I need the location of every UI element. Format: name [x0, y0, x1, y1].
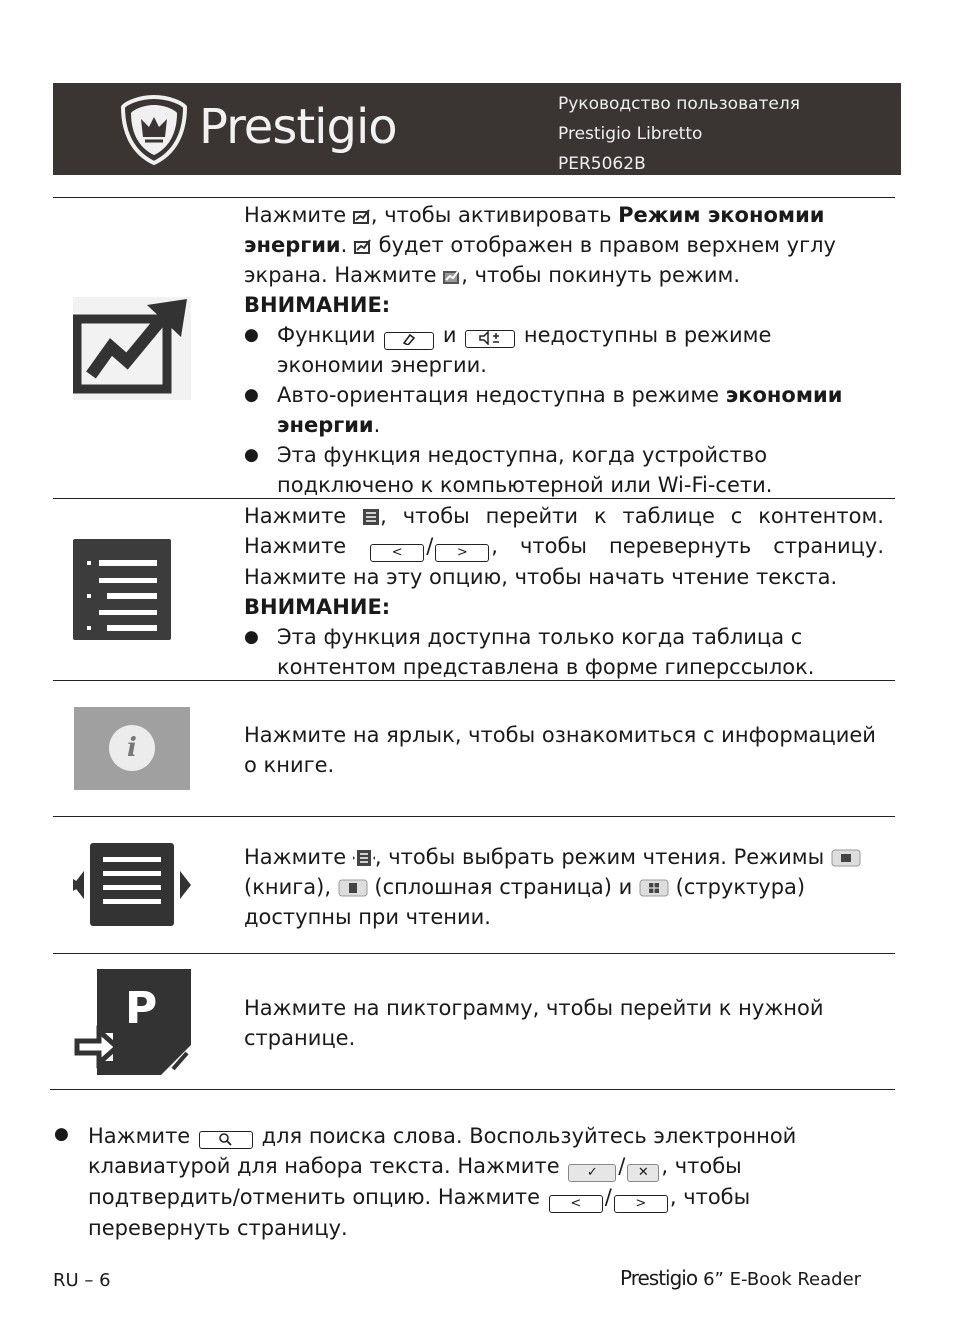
bold-text: Режим экономии энергии [244, 203, 825, 257]
text-span: Авто-ориентация недоступна в режиме [277, 383, 726, 407]
text-span: Эта функция недоступна, когда устройство подключено к компьютерной или Wi-Fi-сети. [277, 443, 773, 497]
note-heading: ВНИМАНИЕ: [244, 293, 391, 317]
text-span: / [618, 1154, 626, 1178]
row-divider [53, 816, 895, 817]
list-item [244, 440, 884, 500]
text-span: Функции [277, 323, 383, 347]
energy-mode-icon [353, 203, 371, 221]
text-span: для поиска слова. Воспользуйтесь электронной клавиатурой для набора текста. Нажмите [88, 1124, 797, 1178]
text-span: , чтобы активировать [370, 203, 619, 227]
prev-page-icon: < [549, 1195, 603, 1213]
prev-page-icon: < [370, 544, 424, 562]
list-item [244, 320, 884, 380]
text-span: (книга), [244, 875, 338, 899]
energy-paragraph [244, 200, 884, 290]
shield-icon [119, 93, 189, 167]
text-span: Эта функция доступна только когда таблица с контентом представлена в форме гиперссылок. [277, 625, 815, 679]
prestigio-logo [119, 93, 439, 167]
cancel-icon: ✕ [627, 1164, 659, 1182]
rotate-icon [384, 332, 434, 350]
text-span: , чтобы подтвердить/отменить опцию. Нажмите [88, 1154, 742, 1209]
go-to-page-description [244, 993, 884, 1053]
footer-product: 6” E-Book Reader [703, 1269, 862, 1290]
search-icon [199, 1131, 253, 1149]
row-divider [53, 953, 895, 954]
text-span: (структура) доступны при чтении. [244, 875, 806, 929]
volume-icon [465, 330, 515, 348]
info-description [244, 720, 884, 780]
text-span: , чтобы перевернуть страницу. Нажмите на эту опцию, чтобы начать чтение текста. [244, 534, 884, 589]
text-span: (сплошная страница) и [367, 875, 639, 899]
text-span: Нажмите на ярлык, чтобы ознакомиться с информацией о книге. [244, 723, 876, 777]
bold-text: экономии энергии [277, 383, 843, 437]
info-icon: i [127, 733, 137, 763]
text-span: , чтобы перевернуть страницу. [88, 1185, 751, 1240]
brand-name: Prestigio [199, 99, 397, 155]
document-header [53, 83, 901, 175]
header-info [558, 89, 800, 179]
text-span: будет отображен в правом верхнем углу экрана. Нажмите [244, 233, 836, 287]
model-number: PER5062B [558, 154, 646, 174]
text-span: . [373, 413, 381, 437]
energy-saving-description [244, 200, 884, 500]
list-item [244, 622, 884, 682]
text-span: / [604, 1185, 612, 1209]
text-span: Нажмите [244, 845, 353, 869]
text-span: , чтобы перейти к таблице с контентом. Нажмите [244, 504, 884, 558]
text-span: Нажмите [88, 1124, 197, 1148]
footer-brand [620, 1266, 861, 1290]
text-span: . [340, 233, 354, 257]
text-span: Нажмите на пиктограмму, чтобы перейти к нужной странице. [244, 996, 824, 1050]
list-item [244, 380, 884, 440]
book-mode-icon [831, 845, 861, 863]
scroll-mode-icon [338, 875, 368, 893]
row-divider [50, 1089, 895, 1090]
structure-mode-icon [639, 875, 669, 893]
contents-description [244, 501, 884, 682]
text-span: , чтобы выбрать режим чтения. Режимы [374, 845, 831, 869]
text-span: Нажмите [244, 203, 353, 227]
page-letter: P [125, 983, 158, 1034]
reading-mode-description [244, 842, 884, 932]
text-span: / [426, 534, 434, 558]
reading-mode-icon [73, 843, 191, 926]
text-span: и [436, 323, 464, 347]
row-divider [53, 197, 895, 198]
contents-icon [73, 539, 171, 640]
confirm-icon: ✓ [568, 1164, 616, 1182]
manual-title: Руководство пользователя [558, 94, 800, 114]
note-heading: ВНИМАНИЕ: [244, 595, 391, 619]
reading-mode-small-icon [353, 845, 375, 863]
text-span: недоступны в режиме экономии энергии. [277, 323, 772, 377]
next-page-icon: > [435, 544, 489, 562]
page-number: RU – 6 [53, 1270, 111, 1291]
bullet-dot: ● [54, 1124, 69, 1144]
text-span: , чтобы покинуть режим. [461, 263, 740, 287]
energy-mode-icon [354, 233, 372, 251]
next-page-icon: > [614, 1195, 668, 1213]
info-tile [74, 707, 190, 790]
contents-paragraph [244, 501, 884, 592]
product-name: Prestigio Libretto [558, 124, 703, 144]
footer-logo: Prestigio [620, 1266, 698, 1290]
search-description [88, 1121, 888, 1243]
go-to-page-icon [73, 969, 191, 1075]
list-icon [362, 504, 380, 522]
energy-mode-off-icon [443, 263, 461, 281]
text-span: Нажмите [244, 504, 363, 528]
energy-saving-icon [73, 297, 191, 400]
